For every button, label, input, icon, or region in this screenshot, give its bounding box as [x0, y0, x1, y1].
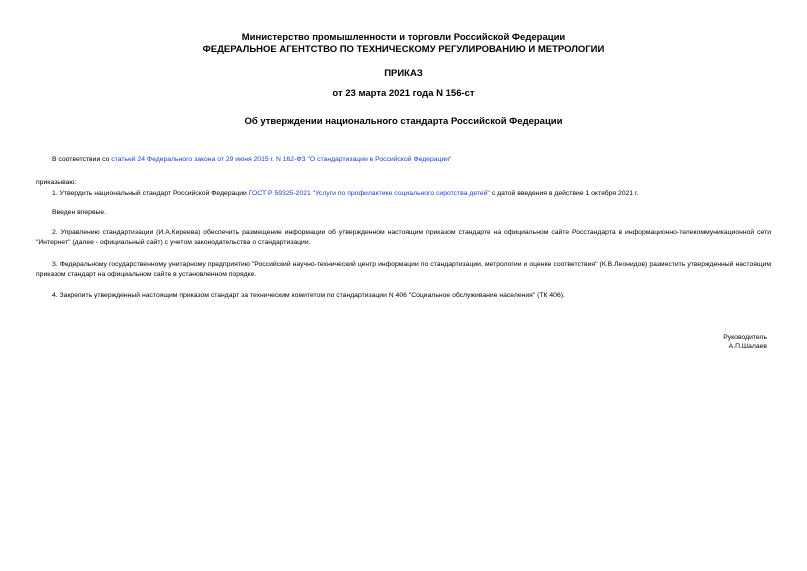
- document-type-heading: ПРИКАЗ: [384, 68, 423, 79]
- item-1-suffix: с датой введения в действие 1 октября 2021 г.: [489, 190, 639, 197]
- signatory-name: А.П.Шалаев: [728, 343, 767, 350]
- item-1-prefix: 1. Утвердить национальный стандарт Российской Федерации: [52, 190, 249, 197]
- first-introduced-note: Введен впервые.: [52, 209, 107, 216]
- basis-prefix: В соответствии со: [52, 156, 112, 163]
- item-1-paragraph: [36, 189, 771, 199]
- federal-law-link[interactable]: статьей 24 Федерального закона от 29 июня 2015 г. N 162-ФЗ "О стандартизации в Российской Федерации": [111, 156, 452, 163]
- signatory-title: Руководитель: [723, 334, 767, 341]
- subject-heading: Об утверждении национального стандарта Российской Федерации: [244, 116, 563, 127]
- item-4-paragraph: 4. Закрепить утвержденный настоящим приказом стандарт за техническим комитетом по стандартизации N 406 "Социальное обслуживание населения" (ТК 406).: [52, 292, 565, 299]
- ministry-heading: Министерство промышленности и торговли Российской Федерации: [241, 32, 566, 43]
- item-2-paragraph: 2. Управлению стандартизации (И.А.Киреева) обеспечить размещение информации об утвержденном настоящим приказом стандарте на официальном сайте Росстандарта в информационно-телекоммуникационной сети "Интернет" (далее - официальный сайт) с учетом законодательства о стандартизации.: [36, 229, 771, 246]
- agency-heading: ФЕДЕРАЛЬНОЕ АГЕНТСТВО ПО ТЕХНИЧЕСКОМУ РЕГУЛИРОВАНИЮ И МЕТРОЛОГИИ: [202, 44, 605, 55]
- order-word: приказываю:: [36, 179, 77, 186]
- date-number-heading: от 23 марта 2021 года N 156-ст: [332, 88, 475, 99]
- gost-standard-link[interactable]: ГОСТ Р 59325-2021 "Услуги по профилактике социального сиротства детей": [248, 190, 490, 197]
- item-3-paragraph: 3. Федеральному государственному унитарному предприятию "Российский научно-технический центр информации по стандартизации, метрологии и оценке соответствия" (К.В.Леонидов) разместить утвержденный настоящим приказом стандарт на официальном сайте в установленном порядке.: [36, 261, 771, 278]
- basis-paragraph: [36, 155, 771, 165]
